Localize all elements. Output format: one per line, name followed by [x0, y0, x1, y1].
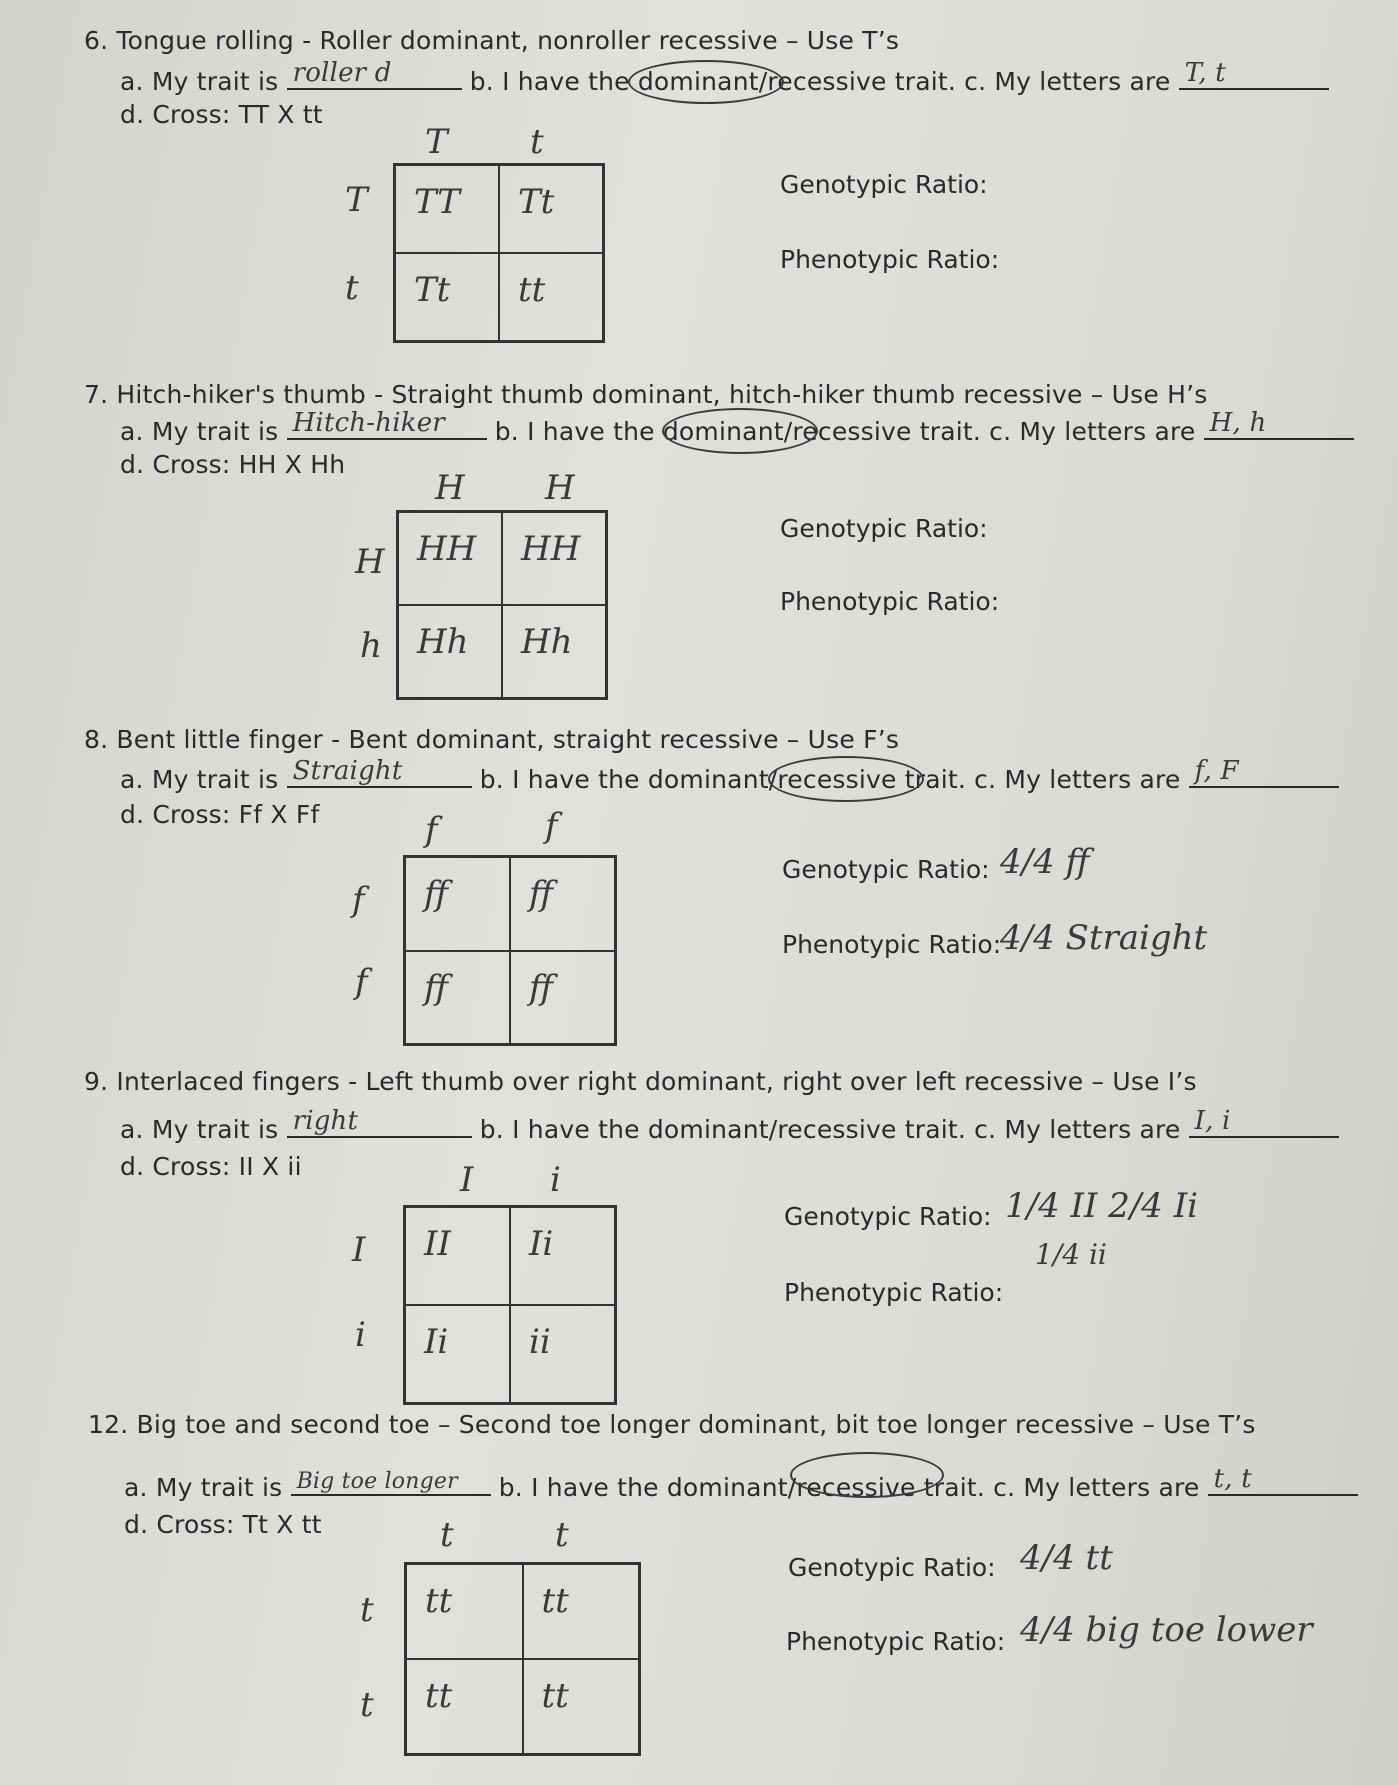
- punnett-cell: [510, 951, 615, 1045]
- q7-cross: d. Cross: HH X Hh: [120, 450, 346, 479]
- q8-punnett-square: [403, 855, 617, 1046]
- punnett-cell: [395, 253, 499, 341]
- cell-genotype: tt: [541, 1676, 569, 1716]
- cell-genotype: II: [424, 1224, 451, 1264]
- q8-top-allele-1: f: [425, 810, 438, 850]
- cell-genotype: Hh: [417, 622, 469, 662]
- q6-top-allele-1: T: [425, 122, 448, 162]
- trait-answer: roller d: [292, 58, 392, 88]
- trait-prefix: a. My trait is: [120, 1115, 279, 1144]
- cell-genotype: ff: [529, 874, 554, 914]
- cell-genotype: tt: [518, 270, 546, 310]
- trait-answer: Big toe longer: [296, 1469, 458, 1494]
- punnett-cell: [398, 605, 502, 698]
- cell-genotype: tt: [425, 1676, 453, 1716]
- trait-answer: right: [292, 1106, 359, 1136]
- trait-middle: b. I have the dominant/recessive trait. c. My letters are: [469, 67, 1171, 96]
- letters-answer: f, F: [1194, 756, 1239, 786]
- q12-top-allele-2: t: [555, 1515, 569, 1555]
- letters-answer-blank[interactable]: [1179, 58, 1329, 90]
- q12-genotypic-answer: 4/4 tt: [1020, 1538, 1113, 1578]
- q6-phenotypic-label: Phenotypic Ratio:: [780, 245, 1000, 274]
- cell-genotype: ff: [529, 967, 554, 1008]
- letters-answer: t, t: [1213, 1464, 1252, 1494]
- trait-answer-blank[interactable]: [287, 1106, 472, 1138]
- trait-middle: b. I have the dominant/recessive trait. c. My letters are: [498, 1473, 1200, 1502]
- trait-middle: b. I have the dominant/recessive trait. c. My letters are: [494, 417, 1196, 446]
- q12-phenotypic-answer: 4/4 big toe lower: [1020, 1610, 1313, 1650]
- q6-genotypic-label: Genotypic Ratio:: [780, 170, 988, 199]
- letters-answer-blank[interactable]: [1189, 1106, 1339, 1138]
- punnett-cell: [510, 1305, 615, 1403]
- trait-answer: Hitch-hiker: [292, 408, 445, 438]
- trait-prefix: a. My trait is: [120, 765, 279, 794]
- q8-top-allele-2: f: [545, 806, 558, 846]
- q7-trait-line: [120, 408, 1354, 446]
- q7-side-allele-2: h: [360, 626, 382, 666]
- q9-side-allele-2: i: [355, 1315, 366, 1355]
- trait-answer-blank[interactable]: [291, 1470, 491, 1496]
- punnett-cell: [405, 1305, 510, 1403]
- letters-answer-blank[interactable]: [1189, 756, 1339, 788]
- q8-side-allele-2: f: [355, 962, 368, 1002]
- q12-heading: 12. Big toe and second toe – Second toe longer dominant, bit toe longer recessive – Use T’s: [88, 1410, 1256, 1439]
- cell-genotype: ff: [424, 967, 449, 1008]
- letters-answer-blank[interactable]: [1204, 408, 1354, 440]
- cell-genotype: Ii: [529, 1224, 554, 1264]
- cell-genotype: ii: [529, 1322, 551, 1362]
- punnett-cell: [502, 605, 606, 698]
- punnett-cell: [405, 951, 510, 1045]
- punnett-cell: [398, 512, 502, 605]
- q7-punnett-square: [396, 510, 608, 700]
- cell-genotype: Hh: [521, 622, 573, 662]
- letters-answer: H, h: [1209, 408, 1267, 438]
- q12-top-allele-1: t: [440, 1515, 454, 1555]
- punnett-cell: [405, 857, 510, 951]
- q7-phenotypic-label: Phenotypic Ratio:: [780, 587, 1000, 616]
- q8-phenotypic-label: Phenotypic Ratio:: [782, 930, 1002, 959]
- q12-side-allele-2: t: [360, 1685, 374, 1725]
- trait-answer-blank[interactable]: [287, 756, 472, 788]
- trait-answer-blank[interactable]: [287, 408, 487, 440]
- cell-genotype: Tt: [518, 182, 555, 222]
- q8-genotypic-label: Genotypic Ratio:: [782, 855, 990, 884]
- punnett-cell: [499, 165, 603, 253]
- punnett-cell: [405, 1207, 510, 1305]
- punnett-cell: [510, 857, 615, 951]
- q7-genotypic-label: Genotypic Ratio:: [780, 514, 988, 543]
- cell-genotype: tt: [425, 1581, 453, 1621]
- q9-side-allele-1: I: [352, 1230, 366, 1270]
- q9-top-allele-2: i: [550, 1160, 561, 1200]
- q6-punnett-square: [393, 163, 605, 343]
- punnett-cell: [523, 1659, 640, 1754]
- q9-genotypic-label: Genotypic Ratio:: [784, 1202, 992, 1231]
- q8-heading: 8. Bent little finger - Bent dominant, straight recessive – Use F’s: [84, 725, 900, 754]
- trait-prefix: a. My trait is: [120, 67, 279, 96]
- trait-middle: b. I have the dominant/recessive trait. c. My letters are: [479, 765, 1181, 794]
- q6-trait-line: [120, 58, 1329, 96]
- cell-genotype: TT: [414, 182, 460, 222]
- punnett-cell: [406, 1564, 523, 1659]
- cell-genotype: Ii: [424, 1322, 449, 1362]
- q7-heading: 7. Hitch-hiker's thumb - Straight thumb dominant, hitch-hiker thumb recessive – Use H’s: [84, 380, 1208, 409]
- trait-answer: Straight: [292, 756, 403, 786]
- trait-prefix: a. My trait is: [120, 417, 279, 446]
- trait-answer-blank[interactable]: [287, 58, 462, 90]
- cell-genotype: HH: [521, 529, 581, 569]
- q8-phenotypic-answer: 4/4 Straight: [1000, 918, 1208, 958]
- punnett-cell: [395, 165, 499, 253]
- q8-trait-line: [120, 756, 1339, 794]
- q9-heading: 9. Interlaced fingers - Left thumb over right dominant, right over left recessive – Use I’s: [84, 1067, 1197, 1096]
- q8-cross: d. Cross: Ff X Ff: [120, 800, 320, 829]
- cell-genotype: Tt: [414, 270, 451, 310]
- letters-answer: T, t: [1184, 58, 1226, 88]
- q6-top-allele-2: t: [530, 122, 544, 162]
- trait-middle: b. I have the dominant/recessive trait. c. My letters are: [479, 1115, 1181, 1144]
- q9-genotypic-answer-line2: 1/4 ii: [1035, 1238, 1107, 1271]
- q9-top-allele-1: I: [460, 1160, 474, 1200]
- q6-side-allele-1: T: [345, 180, 368, 220]
- punnett-cell: [510, 1207, 615, 1305]
- punnett-cell: [499, 253, 603, 341]
- q12-punnett-square: [404, 1562, 641, 1756]
- q8-genotypic-answer: 4/4 ff: [1000, 842, 1090, 882]
- q12-phenotypic-label: Phenotypic Ratio:: [786, 1627, 1006, 1656]
- q9-punnett-square: [403, 1205, 617, 1405]
- cell-genotype: tt: [541, 1581, 569, 1621]
- q12-genotypic-label: Genotypic Ratio:: [788, 1553, 996, 1582]
- trait-prefix: a. My trait is: [124, 1473, 283, 1502]
- q12-cross: d. Cross: Tt X tt: [124, 1510, 322, 1539]
- q6-heading: 6. Tongue rolling - Roller dominant, nonroller recessive – Use T’s: [84, 26, 900, 55]
- q12-trait-line: [124, 1464, 1358, 1502]
- punnett-cell: [502, 512, 606, 605]
- cell-genotype: HH: [417, 529, 477, 569]
- q7-top-allele-2: H: [545, 468, 575, 508]
- punnett-cell: [523, 1564, 640, 1659]
- punnett-cell: [406, 1659, 523, 1754]
- letters-answer: I, i: [1194, 1106, 1231, 1136]
- q12-side-allele-1: t: [360, 1590, 374, 1630]
- q7-top-allele-1: H: [435, 468, 465, 508]
- letters-answer-blank[interactable]: [1208, 1464, 1358, 1496]
- q6-side-allele-2: t: [345, 268, 359, 308]
- q9-phenotypic-label: Phenotypic Ratio:: [784, 1278, 1004, 1307]
- q7-side-allele-1: H: [355, 542, 385, 582]
- q9-cross: d. Cross: II X ii: [120, 1152, 302, 1181]
- q8-side-allele-1: f: [352, 880, 365, 920]
- cell-genotype: ff: [424, 874, 449, 914]
- q6-cross: d. Cross: TT X tt: [120, 100, 323, 129]
- q9-genotypic-answer: 1/4 II 2/4 Ii: [1005, 1186, 1199, 1226]
- q9-trait-line: [120, 1106, 1339, 1144]
